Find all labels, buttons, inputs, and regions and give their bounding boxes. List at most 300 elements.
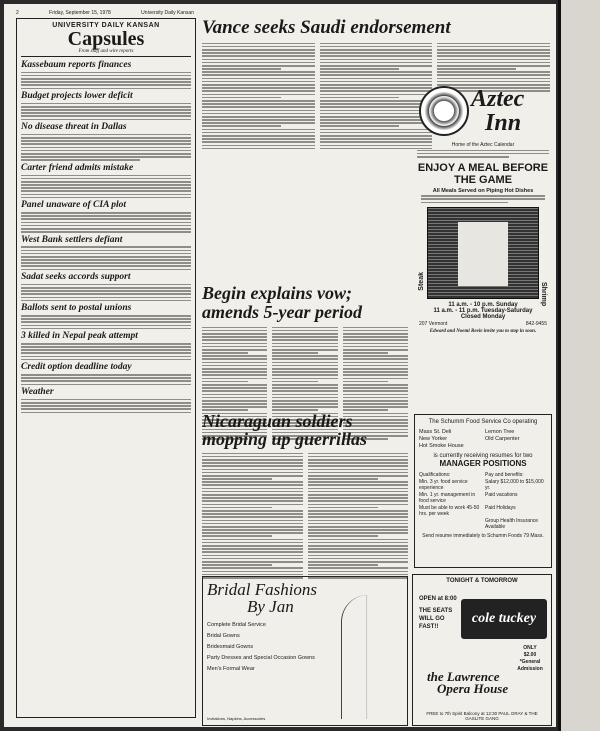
- body-text-line: [21, 399, 191, 401]
- body-text-line: [320, 59, 433, 61]
- brief-item: [21, 122, 191, 161]
- body-text-line: [202, 459, 303, 461]
- schumm-qualification: [419, 518, 481, 530]
- body-text-line: [343, 355, 408, 357]
- schumm-location: Mass St. Deli: [419, 429, 452, 435]
- body-text-line: [272, 384, 337, 386]
- nicaragua-headline: Nicaraguan soldiers mopping up guerrillas: [202, 411, 368, 449]
- schumm-title: The Schumm Food Service Co operating: [428, 419, 538, 425]
- body-text-line: [202, 343, 267, 345]
- body-text-line: [308, 551, 409, 553]
- body-text-line: [343, 384, 408, 386]
- body-text-line: [202, 520, 303, 522]
- body-text-line: [343, 327, 408, 329]
- body-text-line: [202, 504, 303, 506]
- body-text-line: [308, 571, 409, 573]
- body-text-line: [202, 564, 272, 566]
- aztec-hours-1: 11 a.m. - 10 p.m. Sunday: [448, 302, 518, 309]
- body-text-line: [21, 215, 191, 217]
- body-text-line: [202, 484, 303, 486]
- body-text-line: [320, 46, 433, 48]
- body-text-line: [202, 49, 315, 51]
- body-text-line: [272, 374, 337, 376]
- body-text-line: [343, 368, 408, 370]
- body-text-line: [21, 402, 191, 404]
- body-text-line: [21, 246, 191, 248]
- body-text-line: [320, 55, 433, 57]
- body-text-line: [343, 365, 408, 367]
- body-text-line: [21, 156, 191, 158]
- body-text-line: [202, 122, 315, 124]
- body-text-line: [202, 330, 267, 332]
- body-text-line: [343, 374, 408, 376]
- body-text-line: [21, 159, 140, 161]
- body-text-line: [308, 500, 409, 502]
- body-text-line: [308, 564, 378, 566]
- body-text-line: [272, 339, 337, 341]
- body-text-line: [437, 52, 550, 54]
- body-text-line: [343, 358, 408, 360]
- body-text-line: [308, 548, 409, 550]
- newspaper-page: [4, 4, 556, 727]
- body-text-line: [437, 78, 550, 80]
- schumm-qualification: Min. 3 yr. food service experience: [419, 479, 468, 491]
- body-text-line: [320, 49, 433, 51]
- body-text-line: [21, 143, 191, 145]
- bridal-service-item: Bridal Gowns: [207, 633, 240, 639]
- body-text-line: [202, 135, 315, 137]
- body-text-line: [202, 374, 267, 376]
- body-text-line: [202, 55, 315, 57]
- body-text-line: [320, 71, 433, 73]
- body-text-line: [272, 349, 337, 351]
- body-text-line: [202, 481, 303, 483]
- body-text-line: [308, 456, 409, 458]
- brief-headline: Ballots sent to postal unions: [21, 303, 132, 314]
- body-text-line: [21, 75, 191, 77]
- aztec-side-right: Shrimp: [540, 282, 547, 307]
- body-text-line: [21, 106, 191, 108]
- body-text-line: [21, 412, 191, 414]
- body-text-line: [202, 333, 267, 335]
- body-text-line: [272, 352, 318, 354]
- body-text-line: [343, 343, 408, 345]
- body-text-line: [320, 52, 433, 54]
- aztec-blurb: [413, 150, 553, 158]
- body-text-line: [272, 390, 337, 392]
- body-text-line: [21, 380, 191, 382]
- body-text-line: [202, 551, 303, 553]
- brief-headline: West Bank settlers defiant: [21, 234, 123, 245]
- body-text-line: [308, 529, 409, 531]
- body-text-line: [272, 400, 337, 402]
- body-text-line: [21, 194, 191, 196]
- brief-headline: Sadat seeks accords support: [21, 272, 131, 283]
- bridal-title-2: By Jan: [247, 597, 294, 616]
- body-text-line: [308, 532, 409, 534]
- body-text-line: [202, 116, 315, 118]
- body-text-line: [202, 52, 315, 54]
- body-text-line: [21, 262, 191, 264]
- body-text-line: [202, 400, 267, 402]
- body-text-line: [21, 318, 191, 320]
- body-text-line: [21, 147, 191, 149]
- body-text-line: [308, 558, 409, 560]
- body-text-line: [308, 510, 409, 512]
- body-text-line: [21, 218, 191, 220]
- body-text-line: [320, 62, 433, 64]
- body-text-line: [320, 97, 399, 99]
- body-text-line: [437, 55, 550, 57]
- body-text-line: [202, 81, 315, 83]
- body-text-line: [21, 137, 191, 139]
- body-text-line: [272, 387, 337, 389]
- body-text-line: [202, 145, 315, 147]
- body-text-line: [320, 78, 433, 80]
- aztec-specials: All Meals Served on Piping Hot Dishes: [432, 187, 534, 194]
- body-text-line: [21, 222, 191, 224]
- brief-headline: Kassebaum reports finances: [21, 60, 132, 70]
- body-text-line: [202, 327, 267, 329]
- body-text-line: [308, 561, 409, 563]
- body-text-line: [202, 84, 315, 86]
- body-text-line: [308, 507, 378, 509]
- body-text-line: [272, 397, 337, 399]
- body-text-line: [343, 346, 408, 348]
- vance-col-1: [202, 41, 315, 151]
- schumm-qualifications: [419, 472, 547, 530]
- body-text-line: [272, 394, 337, 396]
- capsules-header: [21, 22, 191, 57]
- schumm-qualification: Qualifications:: [419, 472, 451, 478]
- body-text-line: [202, 500, 303, 502]
- body-text-line: [308, 475, 409, 477]
- body-text-line: [272, 336, 337, 338]
- body-text-line: [21, 81, 191, 83]
- aztec-owners: Edward and Noemi Reeie invite you to stop in soon.: [429, 329, 537, 335]
- body-text-line: [21, 290, 191, 292]
- bridal-service-item: Men's Formal Wear: [207, 666, 255, 672]
- body-text-line: [202, 349, 267, 351]
- body-text-line: [202, 542, 303, 544]
- body-text-line: [308, 453, 409, 455]
- aztec-name-top: Aztec: [471, 86, 525, 112]
- body-text-line: [202, 132, 315, 134]
- body-text-line: [21, 377, 191, 379]
- body-text-line: [21, 293, 191, 295]
- bridal-service-item: Bridesmaid Gowns: [207, 644, 254, 650]
- aztec-phone: 842-9455: [525, 321, 547, 328]
- bridal-hours: Invitations, Napkins, Accessories: [207, 716, 266, 721]
- body-text-line: [308, 526, 409, 528]
- body-text-line: [21, 134, 191, 136]
- body-text-line: [202, 571, 303, 573]
- brief-item: [21, 60, 191, 89]
- body-text-line: [343, 336, 408, 338]
- body-text-line: [343, 371, 408, 373]
- body-text-line: [308, 539, 409, 541]
- folio-line: [16, 10, 194, 16]
- body-text-line: [21, 384, 191, 386]
- schumm-location: Old Carpenter: [485, 436, 520, 442]
- body-text-line: [343, 349, 408, 351]
- body-text-line: [343, 333, 408, 335]
- body-text-line: [202, 456, 303, 458]
- body-text-line: [21, 325, 191, 327]
- body-text-line: [202, 516, 303, 518]
- aztec-calendar-icon: [419, 86, 469, 136]
- body-text-line: [202, 110, 315, 112]
- aztec-hours-2: 11 a.m. - 11 p.m. Tuesday-Saturday: [433, 308, 533, 315]
- brief-item: [21, 163, 191, 199]
- aztec-inn-ad: [413, 82, 553, 392]
- body-text-line: [308, 481, 409, 483]
- body-text-line: [21, 315, 191, 317]
- body-text-line: [202, 368, 267, 370]
- body-text-line: [202, 62, 315, 64]
- body-text-line: [202, 507, 272, 509]
- body-text-line: [308, 520, 409, 522]
- body-text-line: [272, 343, 337, 345]
- body-text-line: [202, 148, 315, 150]
- body-text-line: [202, 119, 315, 121]
- body-text-line: [21, 184, 191, 186]
- body-text-line: [21, 259, 191, 261]
- aztec-caption: Home of the Aztec Calendar: [451, 142, 515, 148]
- body-text-line: [202, 403, 267, 405]
- body-text-line: [343, 362, 408, 364]
- capsules-title: Capsules: [67, 28, 145, 50]
- body-text-line: [202, 46, 315, 48]
- body-text-line: [202, 362, 267, 364]
- schumm-qualification: Min. 1 yr. management in food service: [419, 492, 476, 504]
- brief-headline: Credit option deadline today: [21, 362, 132, 373]
- body-text-line: [21, 250, 191, 252]
- brief-item: [21, 303, 191, 329]
- paper-name: University Daily Kansan: [141, 10, 194, 16]
- body-text-line: [343, 339, 408, 341]
- body-text-line: [21, 103, 191, 105]
- body-text-line: [343, 330, 408, 332]
- body-text-line: [202, 100, 315, 102]
- body-text-line: [308, 497, 409, 499]
- body-text-line: [343, 381, 389, 383]
- nicaragua-story: [202, 412, 408, 580]
- aztec-side-left: Steak: [418, 272, 425, 291]
- body-text-line: [21, 300, 191, 302]
- body-text-line: [21, 374, 191, 376]
- schumm-line-1: is currently receiving resumes for two: [433, 453, 533, 459]
- body-text-line: [202, 65, 315, 67]
- nicaragua-body: [202, 451, 408, 580]
- brief-headline: 3 killed in Nepal peak attempt: [21, 331, 138, 342]
- body-text-line: [308, 567, 409, 569]
- body-text-line: [202, 365, 267, 367]
- body-text-line: [202, 406, 267, 408]
- aztec-contact: [413, 321, 553, 327]
- body-text-line: [437, 49, 550, 51]
- schumm-locations: [419, 429, 547, 449]
- body-text-line: [343, 394, 408, 396]
- body-text-line: [308, 465, 409, 467]
- schumm-ad: [414, 414, 552, 568]
- body-text-line: [202, 74, 315, 76]
- body-text-line: [202, 397, 267, 399]
- body-text-line: [308, 535, 378, 537]
- aztec-specials-text: [413, 195, 553, 203]
- body-text-line: [202, 545, 303, 547]
- body-text-line: [202, 394, 267, 396]
- body-text-line: [343, 397, 408, 399]
- opera-seats: THE SEATS WILL GO FAST!!: [419, 608, 453, 630]
- brief-headline: Budget projects lower deficit: [21, 91, 133, 102]
- body-text-line: [202, 94, 315, 96]
- body-text-line: [272, 327, 337, 329]
- opera-cover-2: $2.00: [523, 652, 537, 658]
- body-text-line: [437, 43, 550, 45]
- body-text-line: [308, 504, 409, 506]
- body-text-line: [272, 371, 337, 373]
- brief-item: [21, 387, 191, 413]
- schumm-qualification: Must be able to work 45-50 hrs. per week: [419, 505, 480, 517]
- schumm-qualification: Paid vacations: [485, 492, 518, 498]
- body-text-line: [202, 453, 303, 455]
- opera-show-logo: cole tuckey: [461, 599, 547, 639]
- nicaragua-col-1: [202, 451, 303, 580]
- body-text-line: [343, 378, 408, 380]
- body-text-line: [21, 356, 191, 358]
- aztec-name-bottom: Inn: [485, 110, 522, 136]
- briefs-list: [21, 60, 191, 413]
- body-text-line: [202, 113, 315, 115]
- body-text-line: [21, 284, 191, 286]
- body-text-line: [202, 141, 315, 143]
- body-text-line: [21, 88, 191, 90]
- opera-cover: [509, 645, 551, 673]
- body-text-line: [308, 488, 409, 490]
- schumm-qualification: Group Health Insurance Available: [485, 518, 539, 530]
- body-text-line: [272, 355, 337, 357]
- body-text-line: [202, 336, 267, 338]
- body-text-line: [272, 365, 337, 367]
- body-text-line: [272, 333, 337, 335]
- body-text-line: [202, 358, 267, 360]
- body-text-line: [202, 352, 248, 354]
- schumm-location: New Yorker: [419, 436, 448, 442]
- brief-headline: Weather: [21, 387, 54, 398]
- opera-cover-3: *General Admission: [517, 659, 543, 672]
- body-text-line: [202, 90, 315, 92]
- opera-footer: FREE to 7th Spirit Balcony at 12:30 PAUL GRAY & THE GASLITE GANG: [426, 711, 538, 721]
- body-text-line: [202, 87, 315, 89]
- opera-top: TONIGHT & TOMORROW: [446, 578, 518, 584]
- body-text-line: [202, 43, 315, 45]
- aztec-hours-3: Closed Monday: [460, 314, 506, 321]
- body-text-line: [21, 343, 191, 345]
- body-text-line: [320, 65, 433, 67]
- body-text-line: [308, 478, 378, 480]
- body-text-line: [437, 62, 550, 64]
- body-text-line: [202, 465, 303, 467]
- adjacent-page-edge: [558, 0, 600, 731]
- capsules-column: [16, 18, 196, 718]
- body-text-line: [21, 109, 191, 111]
- body-text-line: [202, 491, 303, 493]
- capsules-kicker: UNIVERSITY DAILY KANSAN: [52, 22, 160, 29]
- aztec-photo: [427, 207, 539, 299]
- body-text-line: [202, 513, 303, 515]
- body-text-line: [202, 97, 281, 99]
- nicaragua-col-2: [308, 451, 409, 580]
- body-text-line: [21, 349, 191, 351]
- body-text-line: [21, 78, 191, 80]
- body-text-line: [202, 567, 303, 569]
- bridal-ad: [202, 576, 408, 726]
- body-text-line: [343, 387, 408, 389]
- body-text-line: [202, 548, 303, 550]
- brief-headline: No disease threat in Dallas: [21, 122, 127, 133]
- body-text-line: [21, 287, 191, 289]
- body-text-line: [202, 129, 315, 131]
- body-text-line: [21, 84, 191, 86]
- body-text-line: [272, 362, 337, 364]
- bridal-service-item: Party Dresses and Special Occasion Gowns: [207, 655, 315, 661]
- body-text-line: [272, 358, 337, 360]
- body-text-line: [21, 256, 191, 258]
- body-text-line: [202, 532, 303, 534]
- body-text-line: [202, 475, 303, 477]
- body-text-line: [21, 150, 191, 152]
- body-text-line: [308, 513, 409, 515]
- bridal-service-item: Complete Bridal Service: [207, 622, 266, 628]
- body-text-line: [202, 59, 315, 61]
- body-text-line: [202, 125, 281, 127]
- body-text-line: [202, 494, 303, 496]
- opera-cover-1: ONLY: [523, 645, 537, 651]
- body-text-line: [202, 472, 303, 474]
- body-text-line: [308, 494, 409, 496]
- brief-headline: Carter friend admits mistake: [21, 162, 134, 173]
- body-text-line: [21, 153, 191, 155]
- body-text-line: [21, 269, 191, 271]
- body-text-line: [202, 555, 303, 557]
- body-text-line: [202, 384, 267, 386]
- bridal-title-1: Bridal Fashions: [207, 580, 318, 599]
- body-text-line: [21, 405, 191, 407]
- body-text-line: [202, 78, 315, 80]
- body-text-line: [202, 510, 303, 512]
- body-text-line: [21, 190, 191, 192]
- body-text-line: [272, 346, 337, 348]
- body-text-line: [202, 526, 303, 528]
- body-text-line: [437, 71, 550, 73]
- body-text-line: [308, 469, 409, 471]
- body-text-line: [272, 378, 337, 380]
- aztec-address: 207 Vermont: [419, 321, 448, 328]
- body-text-line: [21, 359, 191, 361]
- schumm-qualification: Pay and benefits:: [485, 472, 524, 478]
- body-text-line: [202, 387, 267, 389]
- body-text-line: [202, 497, 303, 499]
- body-text-line: [21, 181, 191, 183]
- body-text-line: [21, 119, 191, 121]
- body-text-line: [343, 352, 389, 354]
- body-text-line: [21, 197, 191, 199]
- body-text-line: [21, 187, 191, 189]
- vance-headline: Vance seeks Saudi endorsement: [202, 17, 451, 38]
- body-text-line: [272, 381, 318, 383]
- body-text-line: [202, 71, 315, 73]
